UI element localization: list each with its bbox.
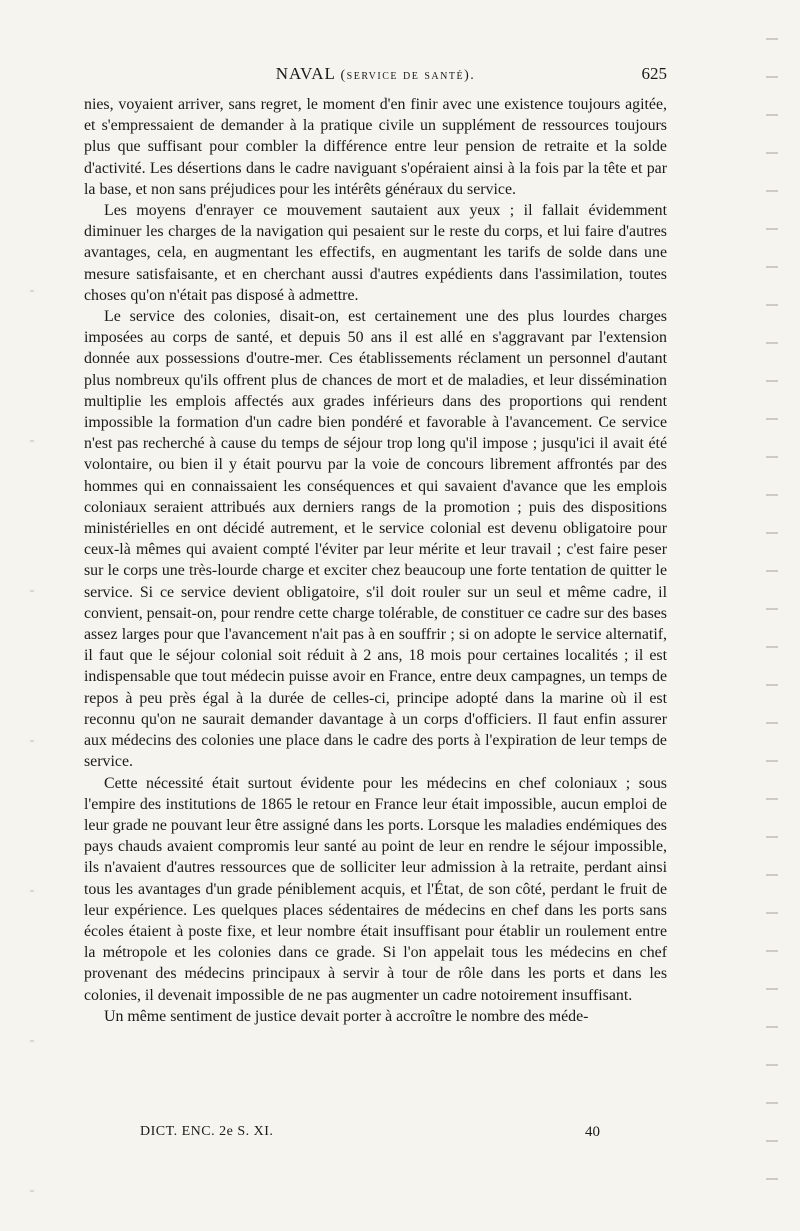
scan-edge-marks: [766, 20, 778, 1210]
paragraph: Cette nécessité était surtout évidente pour les médecins en chef coloniaux ; sous l'empire des institutions de 1865 le retour en France leur était impossible, aucun emploi de leur grade ne pouvant leur être assigné dans les ports. Lorsque les maladies endémiques des pays chauds avaient compromis leur santé au point de leur en rendre le séjour impossible, ils n'avaient d'autres ressources que de solliciter leur admission à la retraite, perdant ainsi tous les avantages d'un grade péniblement acquis, et l'État, de son côté, perdant le fruit de leur expérience. Les quelques places sédentaires de médecins en chef dans les ports sans écoles étaient à poste fixe, et leur nombre était insuffisant pour établir un roulement entre la métropole et les colonies dans ce grade. Si l'on appelait tous les médecins en chef provenant des médecins principaux à servir à tour de rôle dans les ports et dans les colonies, il devenait impossible de ne pas augmenter un cadre notoirement insuffisant.: [84, 774, 667, 1004]
sheet-number: 40: [585, 1124, 600, 1140]
running-title-main: NAVAL: [275, 64, 336, 83]
body-text: [84, 94, 667, 1027]
running-header: [84, 64, 667, 94]
paragraph: nies, voyaient arriver, sans regret, le moment d'en finir avec une existence toujours agitée, et s'empressaient de demander à la pratique civile un supplément de ressources toujours plus que suffisant pour combler la différence entre leur pension de retraite et la solde d'activité. Les désertions dans le cadre naviguant s'opéraient ainsi à la fois par la tête et par la base, et non sans préjudices pour les intérêts généraux du service.: [84, 96, 667, 198]
paragraph: Le service des colonies, disait-on, est certainement une des plus lourdes charges imposées au corps de santé, et depuis 50 ans il est allé en s'aggravant par l'extension donnée aux possessions d'outre-mer. Ces établissements réclament un personnel d'autant plus nombreux qu'ils offrent plus de chances de mort et de maladies, et leur dissémination multiplie les emplois affectés aux grades inférieurs dans des proportions qui rendent impossible la formation d'un cadre bien pondéré et favorable à l'avancement. Ce service n'est pas recherché à cause du temps de séjour trop long qu'il impose ; jusqu'ici il avait été volontaire, ou bien il y était pourvu par la voie de concours librement affrontés par des hommes qui en connaissaient les conséquences et qui savaient d'avance que les emplois coloniaux seraient attribués aux derniers rangs de la promotion ; puis des dispositions ministérielles en ont décidé autrement, et le service colonial est devenu obligatoire pour ceux-là mêmes qui avaient compté l'éviter par leur mérite et leur travail ; c'est faire peser sur le corps une très-lourde charge et exciter chez beaucoup une forte tentation de quitter le service. Si ce service devient obligatoire, s'il doit rouler sur un seul et même cadre, il convient, pensait-on, pour rendre cette charge tolérable, de constituer ce cadre sur des bases assez larges pour que l'avancement n'ait pas à en souffrir ; si on adopte le service alternatif, il faut que le séjour colonial soit réduit à 2 ans, 18 mois pour certaines localités ; il est indispensable que tout médecin puisse avoir en France, entre deux campagnes, un temps de repos à peu près égal à la durée de celles-ci, principe adopté dans la marine où il est reconnu qu'on ne saurait demander davantage à un corps d'officiers. Il faut enfin assurer aux médecins des colonies une place dans le cadre des ports à l'expiration de leur temps de service.: [84, 308, 667, 771]
paragraph: Les moyens d'enrayer ce mouvement sautaient aux yeux ; il fallait évidemment diminuer les charges de la navigation qui pesaient sur le reste du corps, et lui faire d'autres avantages, cela, en augmentant les effectifs, en augmentant les tarifs de solde dans une mesure satisfaisante, et en cherchant aussi d'autres expédients dans l'assimilation, toutes choses qu'on n'était pas disposé à admettre.: [84, 202, 667, 304]
running-title: [84, 64, 607, 84]
running-title-subtitle: (service de santé).: [340, 68, 476, 83]
page-number: 625: [641, 64, 667, 83]
signature-mark: DICT. ENC. 2e S. XI.: [140, 1124, 274, 1139]
paragraph: Un même sentiment de justice devait porter à accroître le nombre des méde-: [104, 1007, 589, 1025]
document-page: [84, 64, 667, 1027]
scan-margin-marks: [30, 200, 34, 1200]
page-footer: [140, 1124, 600, 1141]
